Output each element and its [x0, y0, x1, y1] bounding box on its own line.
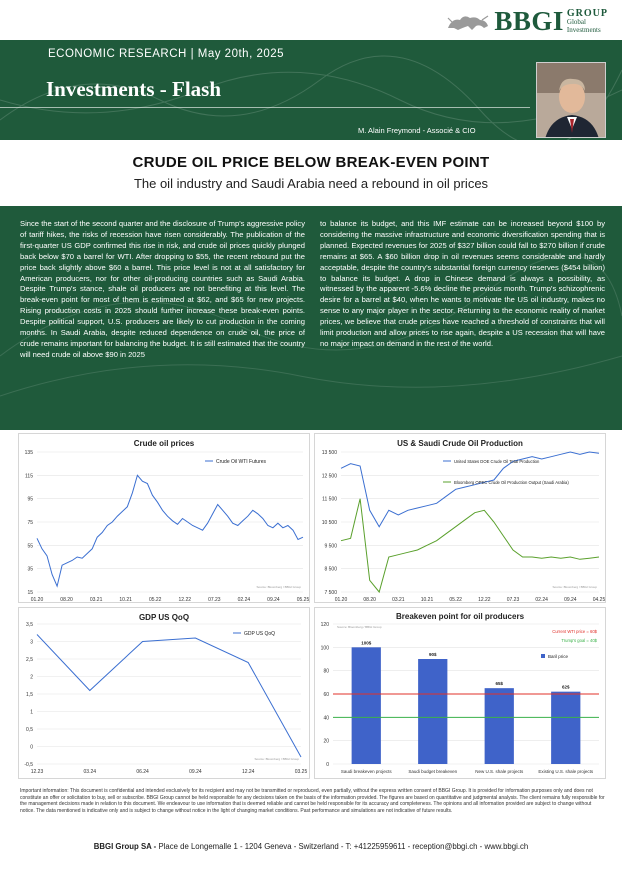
legend-swatch: [541, 654, 545, 658]
y-tick-label: 2: [30, 674, 33, 681]
x-tick-label: 02.24: [535, 597, 548, 602]
bull-bear-icon: [446, 10, 490, 34]
y-tick-label: 120: [320, 622, 329, 628]
y-tick-label: 13 500: [321, 450, 337, 456]
reference-line-label: Current WTI price = 60$: [552, 629, 597, 634]
y-tick-label: 115: [25, 473, 33, 480]
legend-label-saudi: Bloomberg OPEC Crude Oil Production Output (Saudi Arabia): [454, 480, 569, 485]
chart-source: Source: Bloomberg / BBGI Group: [552, 585, 597, 589]
y-tick-label: 15: [27, 590, 33, 596]
report-date: May 20th, 2025: [197, 48, 285, 60]
x-tick-label: 12.22: [478, 597, 491, 602]
bar-value-label: 90$: [428, 652, 437, 657]
chart-title: Crude oil prices: [133, 439, 195, 448]
crude-oil-chart-svg: [19, 434, 309, 602]
y-tick-label: 20: [323, 738, 329, 745]
series-line-1: [37, 475, 303, 586]
series-line-1: [37, 635, 301, 758]
top-bar: [0, 0, 622, 40]
chart-title: US & Saudi Crude Oil Production: [397, 439, 523, 448]
x-tick-label: 09.24: [189, 769, 202, 775]
x-tick-label: 03.21: [89, 597, 103, 602]
x-tick-label: 02.24: [237, 597, 251, 602]
y-tick-label: -0,5: [24, 762, 33, 768]
y-tick-label: 95: [27, 496, 33, 503]
brand-sub1: Global: [566, 17, 586, 26]
brand-name: BBGI: [494, 6, 564, 36]
bar: [418, 659, 447, 764]
headline: CRUDE OIL PRICE BELOW BREAK-EVEN POINT: [132, 154, 490, 171]
x-tick-label: 05.22: [449, 597, 462, 602]
chart-title: Breakeven point for oil producers: [395, 612, 525, 621]
chart-source: Source: Bloomberg / BBGI Group: [337, 625, 382, 629]
x-tick-label: 07.23: [506, 597, 520, 602]
y-tick-label: 0: [326, 762, 329, 768]
chart-title: GDP US QoQ: [138, 613, 190, 622]
brand-logo: [446, 6, 608, 37]
bar: [551, 692, 580, 764]
portrait-image: [537, 63, 606, 138]
footer-company: BBGI Group SA -: [93, 842, 157, 851]
bar-value-label: 62$: [561, 684, 570, 690]
y-tick-label: 35: [27, 566, 33, 573]
y-tick-label: 0: [30, 744, 33, 751]
legend-label: Crude Oil WTI Futures: [216, 459, 267, 465]
y-tick-label: 7 500: [324, 590, 337, 596]
gdp-chart-svg: [19, 608, 309, 778]
y-tick-label: 3: [30, 639, 33, 646]
author-photo: [536, 62, 606, 138]
brand-subtext: [566, 7, 608, 34]
y-tick-label: 3,5: [26, 622, 33, 628]
y-tick-label: 12 500: [321, 473, 337, 480]
bar-value-label: 100$: [361, 640, 372, 646]
x-tick-label: 09.24: [564, 597, 577, 602]
x-tick-label: 10.21: [420, 597, 434, 602]
x-category-label: Saudi breakeven projects: [340, 769, 392, 774]
x-tick-label: 12.23: [30, 769, 44, 775]
y-tick-label: 1,5: [26, 692, 33, 698]
x-category-label: New U.S. shale projects: [475, 769, 524, 774]
x-tick-label: 04.25: [592, 597, 605, 602]
research-separator: |: [190, 48, 195, 60]
section-title: Investments - Flash: [46, 77, 222, 101]
x-category-label: Saudi budget breakeven: [408, 769, 458, 774]
body-column-1: Since the start of the second quarter and the disclosure of Trump's aggressive policy of tariff hikes, the risks of recession have risen considerably. The publication of the first-quarter US GDP confirmed this rise in risk, and crude oil prices quickly plunged back below $70 a barrel for WTI. After dropping to $55, the recent rebound put the price back slightly above $60 a barrel. This price level is not at all satisfactory for American producers, nor for other oil-producing countries such as Saudi Arabia. Despite Trump's stance, shale oil producers are not benefiting at this level. The break-even point for most of them is estimated at $62, and $65 for new projects. Rising production costs in 2025 should further increase these break-even points. Despite political support, U.S. producers are likely to cut production in the coming months. In Saudi Arabia, despite reduced dependence on crude oil, the price of crude remains important for balancing the budget. It is still estimated that the country will need crude oil above $90 in 2025: [20, 219, 305, 359]
x-tick-label: 01.20: [334, 597, 348, 602]
footer-address: Place de Longemalle 1 - 1204 Geneva - Switzerland - T: +41225959611 - reception@bbgi.ch - www.bbgi.ch: [156, 842, 529, 851]
y-tick-label: 75: [27, 520, 33, 526]
y-tick-label: 1: [30, 709, 33, 716]
x-tick-label: 01.20: [30, 597, 44, 602]
crude-oil-chart: [18, 433, 310, 603]
body-column-2: to balance its budget, and this IMF estimate can be increased beyond $100 by considering the massive infrastructure and economic diversification spending that is planned. Expected revenues for 2025 of $327 billion could fall to $270 billion if crude remains at $65. A $60 billion drop in oil revenues seems considerable and hardly acceptable, despite the country's substantial foreign currency reserves ($454 billion) to balance its budget. A drop in Chinese demand is always a possibility, as witnessed by the apparent -5.6% decline the previous month. Trump's schizophrenic desire for a barrel at $40, when he wants to motivate the US oil industry, makes no sense to any major player in the sector. Returning to the economic reality of market prices, we believe that crude prices have reached a threshold of constraints that will limit production and allow prices to rise again, despite a US recession that will have no major impact on demand in the rest of the world.: [320, 219, 605, 348]
chart-source: Source: Bloomberg / BBGI Group: [254, 757, 299, 761]
research-line: [48, 48, 284, 60]
legend-label: GDP US QoQ: [244, 631, 276, 637]
legend-label: Baril price: [548, 654, 569, 659]
y-tick-label: 8 500: [324, 566, 337, 573]
x-tick-label: 03.21: [392, 597, 405, 602]
y-tick-label: 100: [320, 645, 329, 652]
y-tick-label: 10 500: [321, 520, 337, 526]
production-chart-svg: [315, 434, 605, 602]
bar-value-label: 65$: [495, 681, 504, 687]
x-tick-label: 06.24: [136, 769, 149, 775]
subheadline: The oil industry and Saudi Arabia need a rebound in oil prices: [133, 176, 489, 191]
y-tick-label: 2,5: [26, 657, 33, 663]
author: M. Alain Freymond - Associé & CIO: [358, 126, 476, 135]
y-tick-label: 11 500: [322, 496, 337, 503]
brand-sub2: Investments: [566, 25, 601, 34]
footer: [0, 842, 622, 851]
x-tick-label: 05.25: [296, 597, 309, 602]
y-tick-label: 55: [27, 543, 33, 550]
x-tick-label: 03.25: [294, 769, 308, 775]
x-tick-label: 08.20: [60, 597, 73, 602]
x-tick-label: 12.22: [178, 597, 192, 602]
brand-group-label: GROUP: [566, 7, 608, 19]
y-tick-label: 40: [323, 715, 329, 722]
x-tick-label: 03.24: [83, 769, 97, 775]
breakeven-chart-svg: [315, 608, 605, 778]
gdp-chart: [18, 607, 310, 779]
y-tick-label: 60: [323, 692, 329, 698]
bar: [485, 688, 514, 764]
y-tick-label: 135: [24, 450, 33, 456]
x-tick-label: 07.23: [208, 597, 221, 602]
x-tick-label: 08.20: [363, 597, 376, 602]
x-tick-label: 09.24: [267, 597, 280, 602]
y-tick-label: 80: [323, 668, 329, 675]
x-tick-label: 10.21: [119, 597, 132, 602]
chart-source: Source: Bloomberg / BBGI Group: [256, 585, 301, 589]
x-tick-label: 12.24: [241, 769, 255, 775]
reference-line-label: Trump's goal = 40$: [561, 638, 597, 643]
y-tick-label: 0,5: [26, 727, 33, 733]
x-tick-label: 05.22: [148, 597, 162, 602]
bar: [352, 647, 381, 764]
disclaimer: Important information: This document is confidential and intended exclusively for its recipient and may not be transmitted or reproduced, even partially, without the express written consent of BBGI Group. It is provided for information purposes only and does not constitute an offer or solicitation to buy, sell or subscribe. BBGI Group cannot be held responsible for any decisions taken on the basis of the information provided. The figures are based on quantitative and judgmental analysis. The client remains fully responsible for the management decisions made in relation to this document. We endeavour to use information that is deemed reliable and cannot be held responsible for its accuracy and completeness. The opinions and all information provided are subject to change without notice. The data mentioned is indicative only and is subject to change without notice in the light of changing market conditions. Past performance and simulations are not indicative of future results.: [20, 788, 605, 814]
production-chart: [314, 433, 606, 603]
research-label: ECONOMIC RESEARCH: [48, 48, 187, 60]
header-divider: [0, 107, 530, 108]
x-category-label: Existing U.S. shale projects: [538, 769, 594, 774]
legend-label-us: United States DOE Crude Oil Total Production: [454, 459, 540, 464]
y-tick-label: 9 500: [324, 543, 337, 550]
breakeven-chart: [314, 607, 606, 779]
